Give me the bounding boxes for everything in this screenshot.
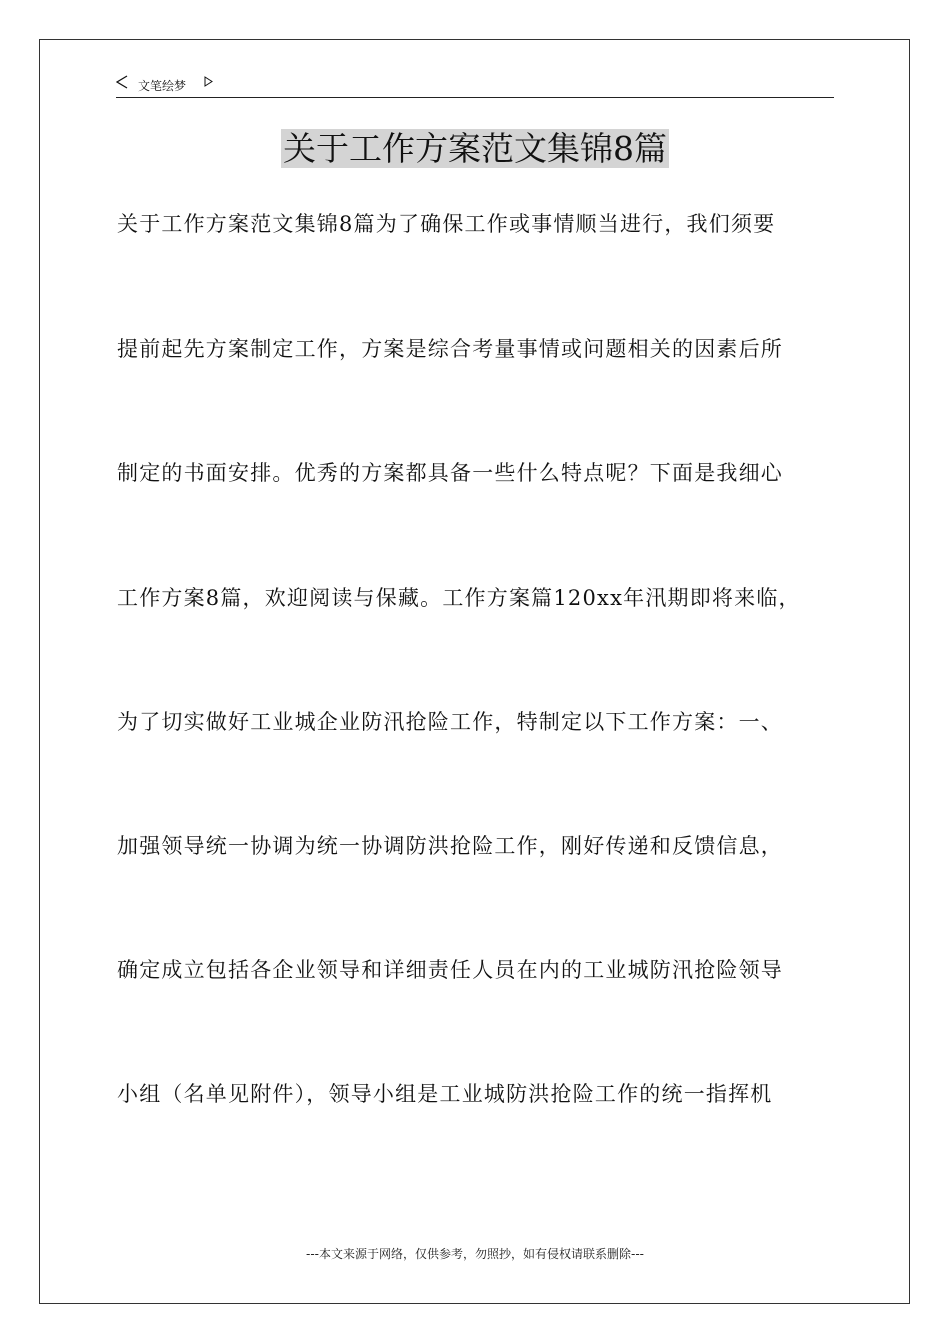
page-footer: ---本文来源于网络，仅供参考，勿照抄，如有侵权请联系删除--- xyxy=(306,1247,644,1261)
body-line: 小组（名单见附件），领导小组是工业城防洪抢险工作的统一指挥机 xyxy=(117,1082,773,1106)
body-line: 关于工作方案范文集锦8篇为了确保工作或事情顺当进行，我们须要 xyxy=(117,212,776,236)
document-title: 关于工作方案范文集锦8篇 xyxy=(283,129,667,168)
left-triangle-icon xyxy=(116,75,128,89)
right-triangle-icon xyxy=(204,76,213,87)
body-line: 工作方案8篇，欢迎阅读与保藏。工作方案篇120xx年汛期即将来临， xyxy=(117,586,801,610)
body-line: 为了切实做好工业城企业防汛抢险工作，特制定以下工作方案：一、 xyxy=(117,710,783,734)
page-header xyxy=(116,72,834,98)
body-line: 制定的书面安排。优秀的方案都具备一些什么特点呢？下面是我细心 xyxy=(117,461,783,485)
body-line: 提前起先方案制定工作，方案是综合考量事情或问题相关的因素后所 xyxy=(117,337,783,361)
body-line: 加强领导统一协调为统一协调防洪抢险工作，刚好传递和反馈信息， xyxy=(117,834,783,858)
body-line: 确定成立包括各企业领导和详细责任人员在内的工业城防汛抢险领导 xyxy=(117,958,783,982)
header-brand: 文笔绘梦 xyxy=(138,79,187,93)
